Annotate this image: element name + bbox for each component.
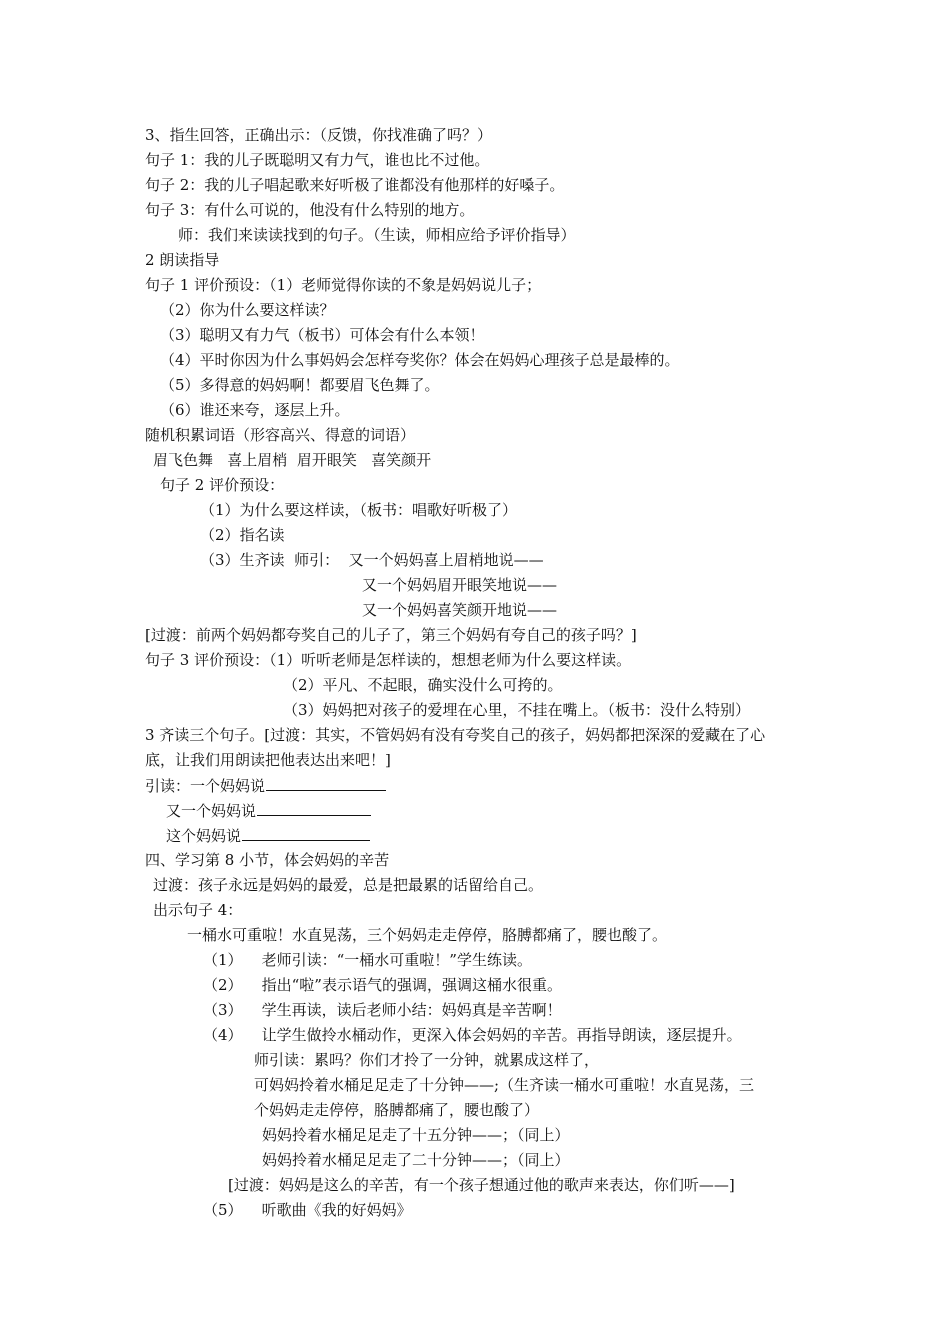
text-line: 可妈妈拎着水桶足足走了十分钟——;（生齐读一桶水可重啦！水直晃荡，三	[254, 1076, 755, 1094]
text-line: （2） 指出“啦”表示语气的强调，强调这桶水很重。	[203, 976, 562, 994]
text-line: （3）妈妈把对孩子的爱埋在心里，不挂在嘴上。（板书：没什么特别）	[283, 701, 751, 719]
text-line: [过渡：前两个妈妈都夸奖自己的儿子了，第三个妈妈有夸自己的孩子吗？]	[145, 626, 637, 644]
fill-in-prompt: 引读：一个妈妈说	[145, 777, 266, 795]
fill-in-line	[166, 799, 371, 821]
text-line: （1） 老师引读：“一桶水可重啦！”学生练读。	[203, 951, 532, 969]
text-line: [过渡：妈妈是这么的辛苦，有一个孩子想通过他的歌声来表达，你们听——]	[228, 1176, 735, 1194]
text-line: 底，让我们用朗读把他表达出来吧！]	[145, 751, 391, 769]
text-line: 3、指生回答，正确出示：（反馈，你找准确了吗？）	[145, 126, 493, 144]
text-line: 妈妈拎着水桶足足走了二十分钟——；（同上）	[262, 1151, 570, 1169]
text-line: 随机积累词语（形容高兴、得意的词语）	[145, 426, 416, 444]
text-line: 出示句子 4：	[153, 901, 243, 919]
fill-in-line	[166, 824, 370, 846]
text-line: 句子 2 评价预设：	[160, 476, 285, 494]
text-line: （4） 让学生做拎水桶动作，更深入体会妈妈的辛苦。再指导朗读，逐层提升。	[203, 1026, 742, 1044]
text-line: 个妈妈走走停停，胳膊都痛了，腰也酸了）	[254, 1101, 540, 1119]
text-line: 眉飞色舞 喜上眉梢 眉开眼笑 喜笑颜开	[153, 451, 432, 469]
text-line: （2）指名读	[200, 526, 285, 544]
text-line: （2）平凡、不起眼，确实没什么可挎的。	[283, 676, 563, 694]
text-line: 句子 3：有什么可说的，他没有什么特别的地方。	[145, 201, 475, 219]
text-line: （3）生齐读 师引： 又一个妈妈喜上眉梢地说——	[200, 551, 544, 569]
text-line: （5） 听歌曲《我的好妈妈》	[203, 1201, 412, 1219]
text-line: 句子 3 评价预设：（1）听听老师是怎样读的，想想老师为什么要这样读。	[145, 651, 632, 669]
text-line: 句子 2：我的儿子唱起歌来好听极了谁都没有他那样的好嗓子。	[145, 176, 565, 194]
text-line: （3） 学生再读，读后老师小结：妈妈真是辛苦啊！	[203, 1001, 562, 1019]
answer-blank	[257, 799, 371, 816]
text-line: 句子 1 评价预设：（1）老师觉得你读的不象是妈妈说儿子；	[145, 276, 542, 294]
fill-in-prompt: 这个妈妈说	[166, 827, 242, 845]
text-line: 又一个妈妈眉开眼笑地说——	[362, 576, 558, 594]
text-line: 3 齐读三个句子。[过渡：其实，不管妈妈有没有夸奖自己的孩子，妈妈都把深深的爱藏在了心	[145, 726, 766, 744]
text-line: 句子 1：我的儿子既聪明又有力气，谁也比不过他。	[145, 151, 490, 169]
text-line: 师引读：累吗？你们才拎了一分钟，就累成这样了，	[254, 1051, 600, 1069]
text-line: 一桶水可重啦！水直晃荡，三个妈妈走走停停，胳膊都痛了，腰也酸了。	[187, 926, 668, 944]
answer-blank	[242, 824, 370, 841]
text-line: （1）为什么要这样读，（板书：唱歌好听极了）	[200, 501, 518, 519]
text-line: 妈妈拎着水桶足足走了十五分钟——；（同上）	[262, 1126, 570, 1144]
text-line: 师：我们来读读找到的句子。（生读，师相应给予评价指导）	[178, 226, 576, 244]
answer-blank	[266, 774, 386, 791]
text-line: 又一个妈妈喜笑颜开地说——	[362, 601, 558, 619]
fill-in-line	[145, 774, 386, 796]
text-line: （3）聪明又有力气（板书）可体会有什么本领！	[160, 326, 485, 344]
text-line: （6）谁还来夸，逐层上升。	[160, 401, 350, 419]
text-line: （2）你为什么要这样读？	[160, 301, 335, 319]
text-line: （5）多得意的妈妈啊！都要眉飞色舞了。	[160, 376, 440, 394]
fill-in-prompt: 又一个妈妈说	[166, 802, 257, 820]
text-line: （4）平时你因为什么事妈妈会怎样夸奖你？体会在妈妈心理孩子总是最棒的。	[160, 351, 680, 369]
text-line: 过渡：孩子永远是妈妈的最爱，总是把最累的话留给自己。	[153, 876, 544, 894]
section-heading: 2 朗读指导	[145, 251, 220, 269]
section-heading: 四、学习第 8 小节，体会妈妈的辛苦	[145, 851, 390, 869]
